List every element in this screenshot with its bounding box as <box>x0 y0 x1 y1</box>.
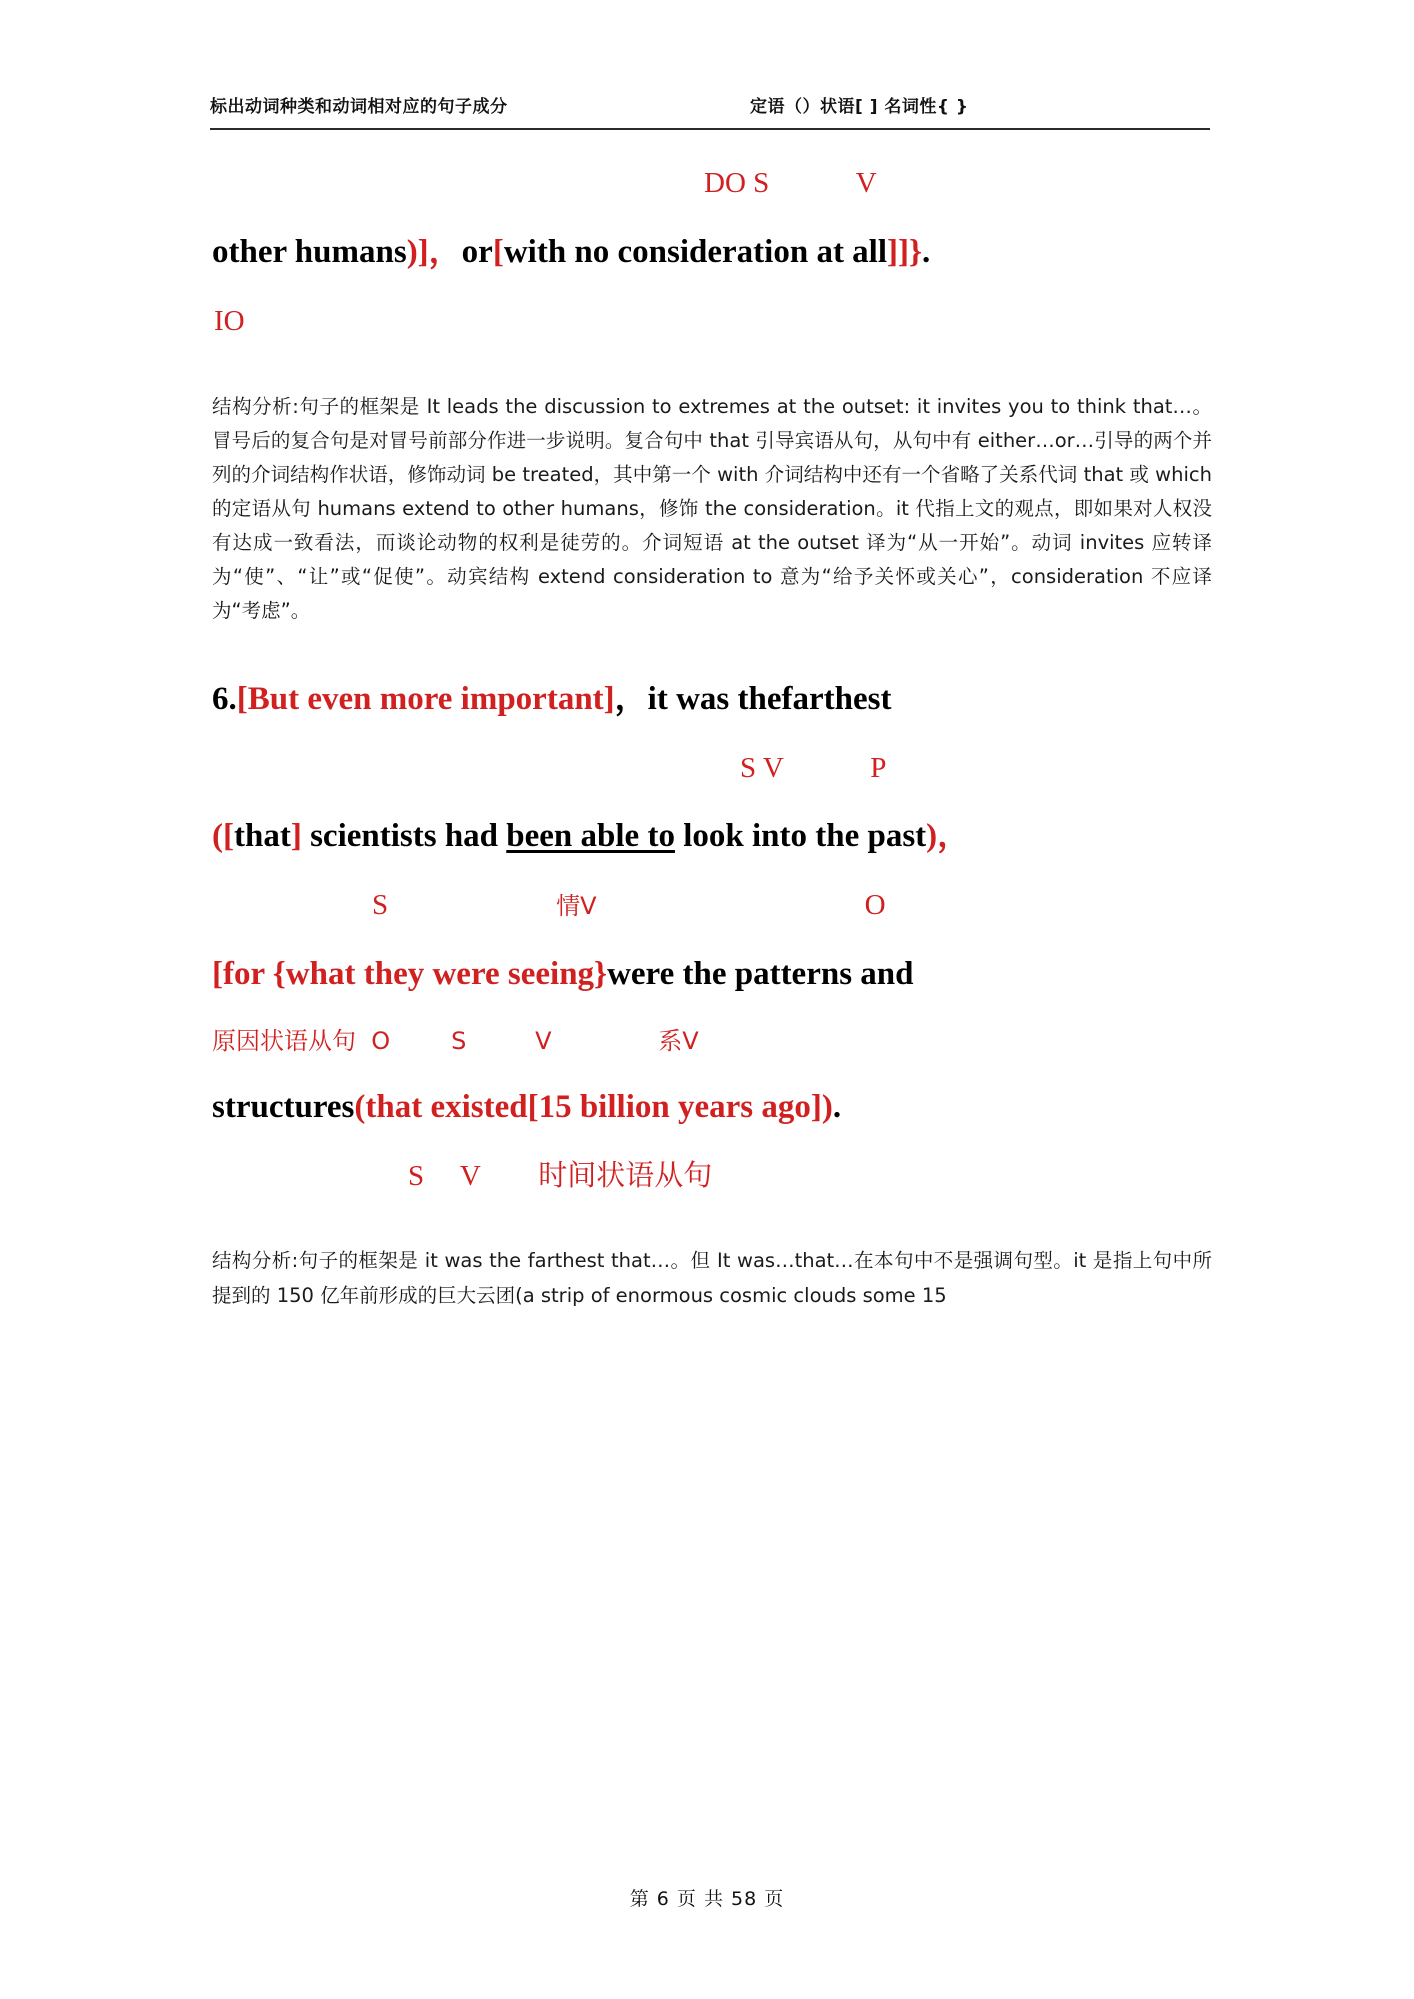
sentence-line-1 <box>212 234 1212 272</box>
marker-subject-3: S <box>372 889 389 922</box>
sentence-1-bracket-a: )]， <box>406 233 462 270</box>
document-body <box>212 160 1212 1313</box>
header-divider <box>210 128 1210 130</box>
s2-open-bracket: ([ <box>212 818 234 855</box>
page-header <box>210 92 1210 117</box>
s4-period: . <box>832 1088 842 1125</box>
s2-close-bracket: ] <box>290 818 302 855</box>
sentence-line-2 <box>212 681 1212 719</box>
grammar-marker-row-4: 原因状语从句 O S V 系V <box>212 1027 699 1056</box>
sentence-1-segment-b: with no consideration at all <box>503 233 888 270</box>
sentence-line-4 <box>212 956 1212 994</box>
marker-modal-verb-3: 情V <box>556 892 597 921</box>
s2-text-b: look into the past <box>674 818 927 855</box>
grammar-marker-row-5 <box>212 1161 1212 1193</box>
s3-noun-clause: what they were seeing <box>285 956 595 993</box>
s3-close: } <box>594 956 608 993</box>
sentence-line-3 <box>212 818 1212 856</box>
item6-main-clause: ，it was thefarthest <box>614 680 892 717</box>
s3-predicate: were the patterns and <box>607 956 914 993</box>
structure-analysis-2: 结构分析:句子的框架是 it was the farthest that…。但 It was…that…在本句中不是强调句型。it 是指上句中所提到的 150 亿年前形成的巨大云团(a strip of enormous cosmic clouds some 15 <box>212 1249 1212 1307</box>
sentence-1-bracket-c: ]]} <box>887 233 923 270</box>
grammar-marker-io: IO <box>214 304 245 337</box>
s3-open: [for { <box>212 956 286 993</box>
s4-relative-clause: (that existed <box>354 1088 528 1125</box>
item-number-6: 6. <box>212 680 237 717</box>
s4-subject: structures <box>212 1088 355 1125</box>
s4-time-adverbial: [15 billion years ago <box>527 1088 811 1125</box>
page-footer: 第 6 页 共 58 页 <box>629 1888 785 1910</box>
marker-object-3: O <box>864 889 886 922</box>
grammar-marker-row-3 <box>212 890 1212 922</box>
s4-close-brackets: ]) <box>810 1088 833 1125</box>
item6-adverbial-bracket: [But even more important] <box>236 680 615 717</box>
sentence-1-conjunction: or <box>461 233 493 270</box>
sentence-1-segment-a: other humans <box>212 233 407 270</box>
header-left-text: 标出动词种类和动词相对应的句子成分 <box>210 97 508 117</box>
s2-underlined-verb: been able to <box>506 818 675 855</box>
header-right-text: 定语（）状语[ ] 名词性{ } <box>750 97 969 117</box>
marker-subject-5: S V 时间状语从句 <box>408 1159 713 1192</box>
structure-analysis-1: 结构分析:句子的框架是 It leads the discussion to extremes at the outset: it invites you to think that…。冒号后的复合句是对冒号前部分作进一步说明。复合句中 that 引导宾语从句，从句中有 either…or…引导的两个并列的介词结构作状语，修饰动词 be treated，其中第一个 with 介词结构中还有一个省略了关系代词 that 或 which 的定语从句 humans extend to other humans，修饰 the consideration。it 代指上文的观点，即如果对人权没有达成一致看法，而谈论动物的权利是徒劳的。介词短语 at the outset 译为“从一开始”。动词 invites 应转译为“使”、“让”或“促使”。动宾结构 extend consideration to 意为“给予关怀或关心”，consideration 不应译为“考虑”。 <box>212 394 1212 623</box>
grammar-marker-row-1: DO S V <box>704 167 877 199</box>
sentence-1-period: . <box>922 233 931 270</box>
s2-that: that <box>233 818 291 855</box>
sentence-line-5 <box>212 1089 1212 1127</box>
sentence-1-bracket-b: [ <box>492 233 504 270</box>
s2-end-paren: )， <box>926 818 971 855</box>
s2-text-a: scientists had <box>301 818 507 855</box>
grammar-marker-row-2: S V P <box>740 751 887 784</box>
